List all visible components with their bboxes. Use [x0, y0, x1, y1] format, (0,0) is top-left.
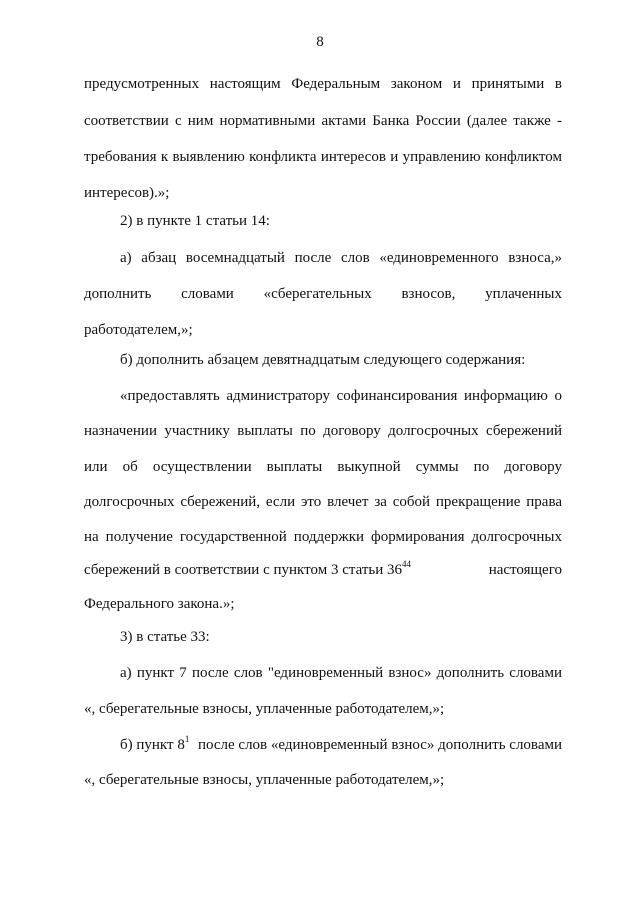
text-fragment: после слов «единовременный взнос» дополнить словами — [197, 737, 562, 753]
superscript: 44 — [402, 559, 412, 569]
text-line — [84, 560, 562, 580]
text-line — [120, 735, 562, 755]
text-line: соответствии с ним нормативными актами Банка России (далее также - — [84, 113, 562, 129]
text-fragment — [84, 560, 411, 580]
text-line: назначении участнику выплаты по договору долгосрочных сбережений — [84, 423, 562, 439]
text-line: а) абзац восемнадцатый после слов «единовременного взноса,» — [120, 250, 562, 266]
text-line: «, сберегательные взносы, уплаченные работодателем,»; — [84, 701, 445, 717]
list-item-heading: 2) в пункте 1 статьи 14: — [120, 213, 270, 229]
text-line: требования к выявлению конфликта интересов и управлению конфликтом — [84, 149, 562, 165]
text-line: «предоставлять администратору софинансирования информацию о — [120, 388, 562, 404]
text-fragment: сбережений в соответствии с пунктом 3 статьи 36 — [84, 562, 403, 578]
text-line: Федерального закона.»; — [84, 596, 235, 612]
text-line: «, сберегательные взносы, уплаченные работодателем,»; — [84, 772, 445, 788]
superscript: 1 — [184, 734, 190, 744]
list-item-heading: 3) в статье 33: — [120, 629, 210, 645]
page-number: 8 — [316, 34, 324, 50]
text-line: интересов).»; — [84, 185, 170, 201]
text-fragment — [120, 735, 189, 755]
text-line: а) пункт 7 после слов "единовременный взнос» дополнить словами — [120, 665, 562, 681]
text-line: дополнить словами «сберегательных взносов, уплаченных — [84, 286, 562, 302]
text-line: предусмотренных настоящим Федеральным законом и принятыми в — [84, 76, 562, 92]
text-fragment: настоящего — [488, 562, 562, 578]
text-line: б) дополнить абзацем девятнадцатым следующего содержания: — [120, 352, 526, 368]
text-line: на получение государственной поддержки формирования долгосрочных — [84, 529, 562, 545]
text-line: долгосрочных сбережений, если это влечет за собой прекращение права — [84, 494, 562, 510]
text-line: работодателем,»; — [84, 322, 193, 338]
text-fragment: б) пункт 8 — [120, 737, 185, 753]
text-line: или об осуществлении выплаты выкупной суммы по договору — [84, 459, 562, 475]
